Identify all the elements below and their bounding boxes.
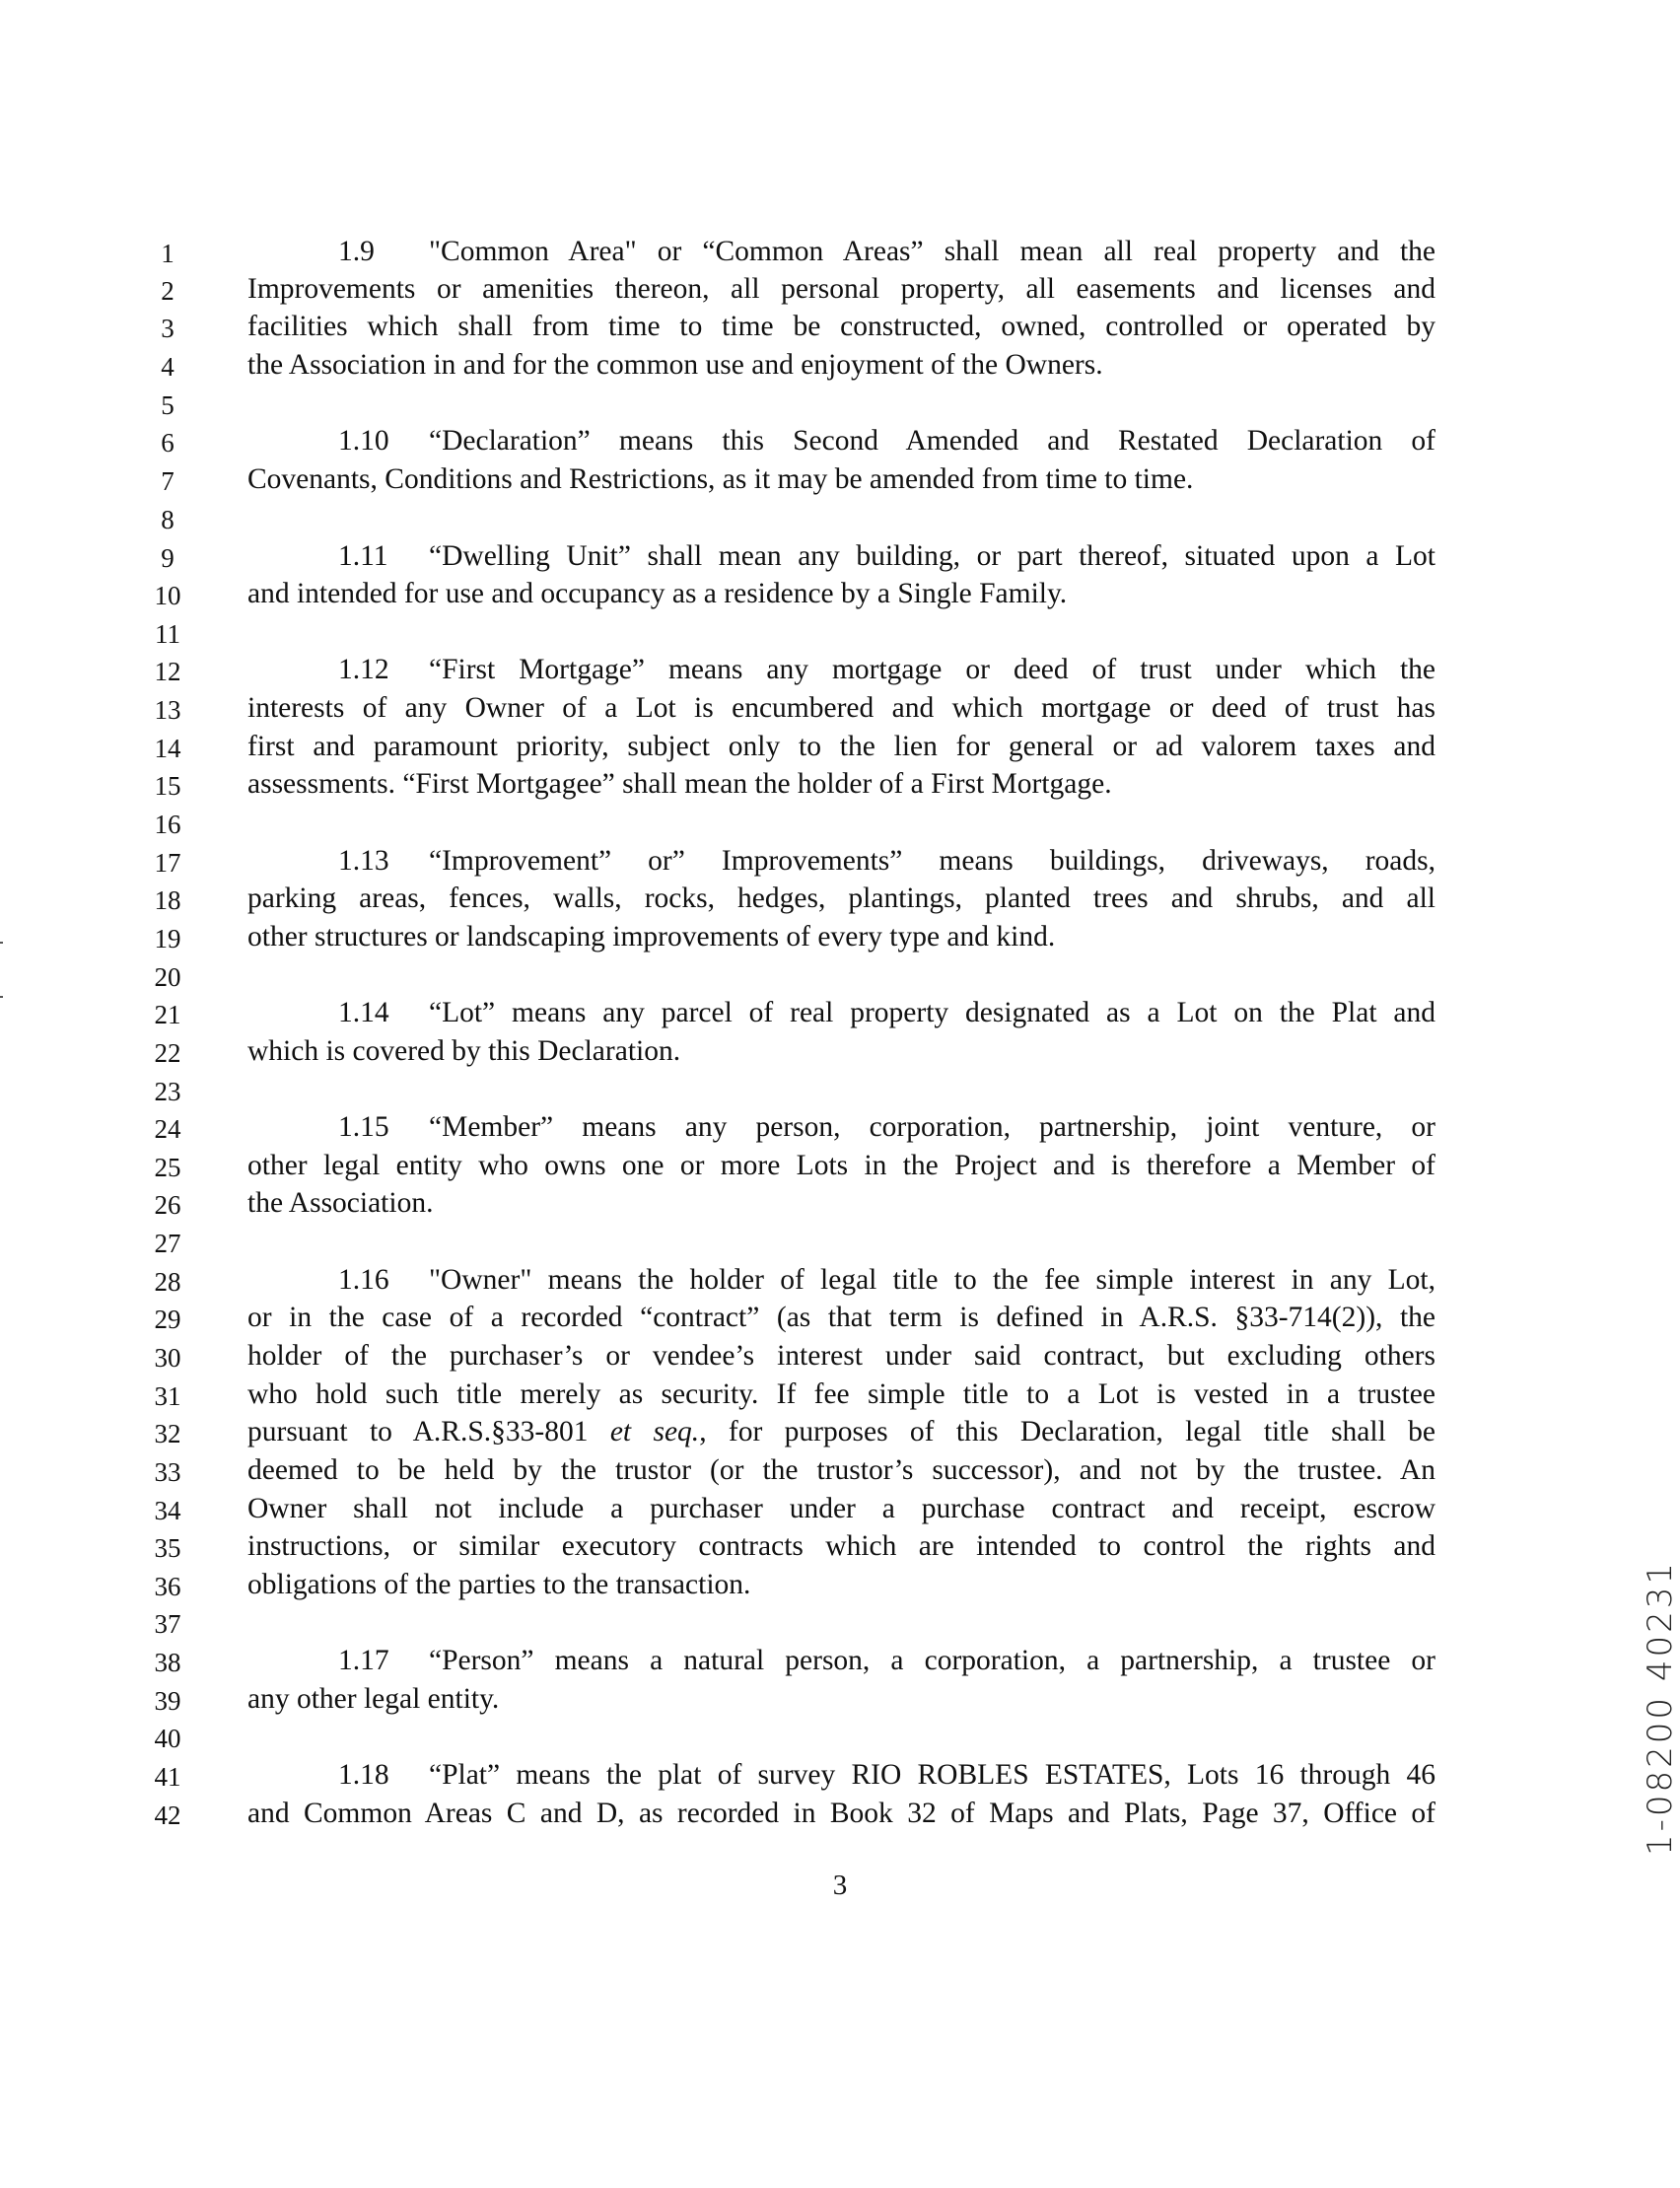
line-number: 14 bbox=[154, 734, 181, 763]
line-number: 24 bbox=[154, 1114, 181, 1144]
line-number: 28 bbox=[154, 1267, 181, 1297]
section-number: 1.18 bbox=[338, 1759, 389, 1791]
text-line: Covenants, Conditions and Restrictions, as it may be amended from time to time. bbox=[247, 463, 1194, 495]
line-number: 21 bbox=[154, 1000, 181, 1029]
text-line: the Association. bbox=[247, 1187, 434, 1219]
section-number: 1.16 bbox=[338, 1264, 389, 1296]
line-number: 13 bbox=[154, 695, 181, 725]
text-line: or in the case of a recorded “contract” (as that term is defined in A.R.S. §33-714(2)), the bbox=[247, 1302, 1435, 1333]
line-number: 40 bbox=[154, 1724, 181, 1753]
line-number: 7 bbox=[161, 466, 175, 496]
text-line: obligations of the parties to the transaction. bbox=[247, 1569, 751, 1600]
text-line: facilities which shall from time to time be constructed, owned, controlled or operated by bbox=[247, 311, 1435, 342]
line-number: 16 bbox=[154, 810, 181, 839]
line-number: 42 bbox=[154, 1800, 181, 1830]
line-number: 32 bbox=[154, 1419, 181, 1448]
line-number: 22 bbox=[154, 1038, 181, 1068]
text-line: 1.14 “Lot” means any parcel of real property designated as a Lot on the Plat and bbox=[247, 994, 1435, 1031]
line-number: 30 bbox=[154, 1343, 181, 1373]
text-line: interests of any Owner of a Lot is encumbered and which mortgage or deed of trust has bbox=[247, 692, 1435, 724]
text-line: Owner shall not include a purchaser under a purchase contract and receipt, escrow bbox=[247, 1493, 1435, 1524]
recording-stamp: 1-08200 40231 bbox=[1641, 1559, 1680, 1856]
line-number: 31 bbox=[154, 1381, 181, 1411]
text-line: Improvements or amenities thereon, all personal property, all easements and licenses and bbox=[247, 273, 1435, 305]
text-line: assessments. “First Mortgagee” shall mean the holder of a First Mortgage. bbox=[247, 768, 1112, 800]
line-number: 20 bbox=[154, 962, 181, 992]
line-number: 11 bbox=[155, 619, 180, 649]
line-number: 3 bbox=[161, 314, 175, 343]
text-line: 1.16 "Owner" means the holder of legal title to the fee simple interest in any Lot, bbox=[247, 1261, 1435, 1299]
text-line: 1.13 “Improvement” or” Improvements” means buildings, driveways, roads, bbox=[247, 842, 1435, 880]
text-line: who hold such title merely as security. If fee simple title to a Lot is vested in a trustee bbox=[247, 1378, 1435, 1410]
section-number: 1.12 bbox=[338, 654, 389, 685]
text-line: 1.15 “Member” means any person, corporation, partnership, joint venture, or bbox=[247, 1108, 1435, 1146]
page-number: 3 bbox=[832, 1870, 848, 1901]
line-number: 17 bbox=[154, 848, 181, 878]
section-number: 1.15 bbox=[338, 1111, 389, 1143]
line-number: 26 bbox=[154, 1190, 181, 1220]
line-number: 2 bbox=[161, 276, 175, 306]
line-number: 37 bbox=[154, 1609, 181, 1639]
text-line: first and paramount priority, subject only to the lien for general or ad valorem taxes and bbox=[247, 731, 1435, 762]
line-number: 39 bbox=[154, 1686, 181, 1716]
text-line: 1.9 "Common Area" or “Common Areas” shall mean all real property and the bbox=[247, 233, 1435, 270]
text-line: 1.11 “Dwelling Unit” shall mean any building, or part thereof, situated upon a Lot bbox=[247, 537, 1435, 575]
section-number: 1.14 bbox=[338, 997, 389, 1028]
text-line: 1.10 “Declaration” means this Second Amended and Restated Declaration of bbox=[247, 422, 1435, 459]
text-line: and intended for use and occupancy as a residence by a Single Family. bbox=[247, 578, 1068, 609]
text-line: pursuant to A.R.S.§33-801 et seq., for purposes of this Declaration, legal title shall be bbox=[247, 1416, 1435, 1447]
line-number: 5 bbox=[161, 390, 175, 420]
line-number: 12 bbox=[154, 657, 181, 686]
text-line: and Common Areas C and D, as recorded in Book 32 of Maps and Plats, Page 37, Office of bbox=[247, 1798, 1435, 1829]
line-number: 19 bbox=[154, 924, 181, 953]
section-number: 1.9 bbox=[338, 236, 375, 267]
text-line: instructions, or similar executory contracts which are intended to control the rights and bbox=[247, 1530, 1435, 1562]
text-line: the Association in and for the common use and enjoyment of the Owners. bbox=[247, 349, 1103, 381]
line-number: 4 bbox=[161, 352, 175, 382]
section-number: 1.13 bbox=[338, 845, 389, 877]
section-number: 1.11 bbox=[338, 540, 388, 572]
line-number: 29 bbox=[154, 1305, 181, 1334]
line-number: 9 bbox=[161, 543, 175, 573]
text-line: holder of the purchaser’s or vendee’s interest under said contract, but excluding others bbox=[247, 1340, 1435, 1372]
text-line: any other legal entity. bbox=[247, 1683, 500, 1715]
line-number: 15 bbox=[154, 771, 181, 801]
text-line: 1.18 “Plat” means the plat of survey RIO ROBLES ESTATES, Lots 16 through 46 bbox=[247, 1756, 1435, 1794]
line-number: 41 bbox=[154, 1762, 181, 1792]
line-number: 18 bbox=[154, 885, 181, 915]
section-number: 1.17 bbox=[338, 1645, 389, 1676]
text-line: parking areas, fences, walls, rocks, hedges, plantings, planted trees and shrubs, and all bbox=[247, 882, 1435, 914]
line-number: 33 bbox=[154, 1457, 181, 1487]
line-number: 23 bbox=[154, 1077, 181, 1106]
line-number: 6 bbox=[161, 428, 175, 458]
text-line: 1.12 “First Mortgage” means any mortgage or deed of trust under which the bbox=[247, 651, 1435, 688]
line-number: 27 bbox=[154, 1229, 181, 1258]
section-number: 1.10 bbox=[338, 425, 389, 457]
line-number: 35 bbox=[154, 1533, 181, 1563]
line-number: 25 bbox=[154, 1153, 181, 1182]
line-number: 10 bbox=[154, 581, 181, 610]
text-line: other structures or landscaping improvements of every type and kind. bbox=[247, 921, 1056, 953]
text-line: other legal entity who owns one or more Lots in the Project and is therefore a Member of bbox=[247, 1150, 1435, 1181]
line-number: 36 bbox=[154, 1572, 181, 1601]
line-number: 1 bbox=[161, 239, 175, 268]
line-number: 8 bbox=[161, 505, 175, 534]
line-number: 34 bbox=[154, 1496, 181, 1525]
text-line: deemed to be held by the trustor (or the trustor’s successor), and not by the trustee. An bbox=[247, 1454, 1435, 1486]
line-number: 38 bbox=[154, 1648, 181, 1677]
text-line: which is covered by this Declaration. bbox=[247, 1035, 681, 1067]
scan-mark bbox=[0, 942, 3, 944]
scan-mark bbox=[0, 996, 3, 998]
text-line: 1.17 “Person” means a natural person, a corporation, a partnership, a trustee or bbox=[247, 1642, 1435, 1679]
